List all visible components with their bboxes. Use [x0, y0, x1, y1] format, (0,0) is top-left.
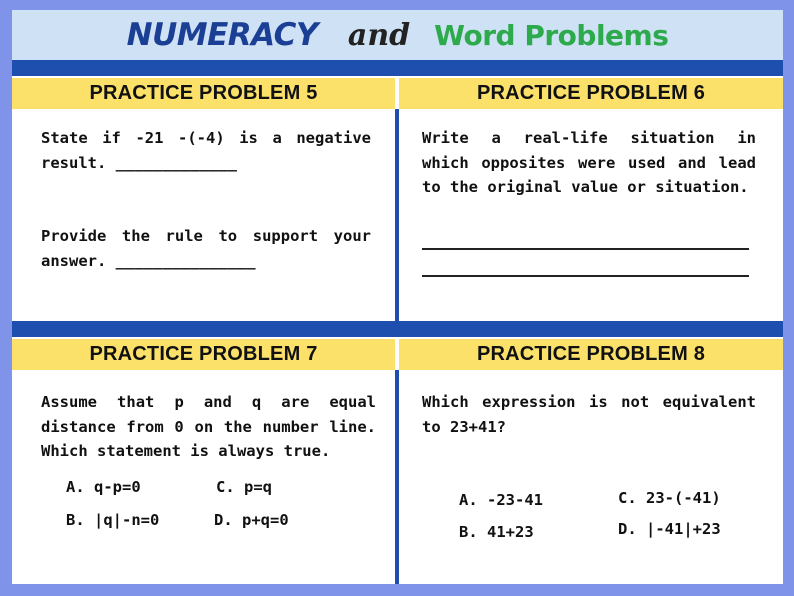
- title-and: and: [347, 17, 411, 53]
- problem-5-body: [41, 126, 371, 273]
- problem-6-question: Write a real-life situation in which opposites were used and lead to the original value or situation.: [422, 129, 756, 196]
- problem-8-option-b: B. 41+23: [459, 523, 534, 541]
- problem-5-heading: PRACTICE PROBLEM 5: [12, 78, 395, 109]
- column-divider-top: [395, 109, 399, 321]
- worksheet-frame: [12, 10, 783, 584]
- problem-8-option-a: A. -23-41: [459, 491, 543, 509]
- problem-8-question: Which expression is not equivalent to 23+41?: [422, 393, 756, 436]
- problem-6-heading: PRACTICE PROBLEM 6: [399, 78, 783, 109]
- problem-7-option-a: A. q-p=0: [66, 478, 141, 496]
- answer-line-2[interactable]: [422, 275, 749, 277]
- problem-8-option-c: C. 23-(-41): [618, 489, 721, 507]
- problem-7-body: [41, 390, 376, 464]
- top-divider-bar: [12, 60, 783, 76]
- problem-7-heading: PRACTICE PROBLEM 7: [12, 339, 395, 370]
- problem-8-body: [422, 390, 756, 439]
- worksheet-header: [12, 10, 783, 60]
- column-divider-bottom: [395, 370, 399, 584]
- problem-5-rule-prompt: Provide the rule to support your answer. _______________: [41, 227, 371, 270]
- middle-divider-bar: [12, 321, 783, 337]
- problem-5-question: State if -21 -(-4) is a negative result. _____________: [41, 129, 371, 172]
- problem-7-option-d: D. p+q=0: [214, 511, 289, 529]
- problem-8-option-d: D. |-41|+23: [618, 520, 721, 538]
- title-numeracy: NUMERACY: [126, 17, 318, 53]
- problem-6-body: [422, 126, 756, 200]
- problem-7-option-b: B. |q|-n=0: [66, 511, 160, 529]
- problem-7-option-c: C. p=q: [216, 478, 272, 496]
- title-word-problems: Word Problems: [434, 18, 669, 52]
- answer-line-1[interactable]: [422, 248, 749, 250]
- problem-8-heading: PRACTICE PROBLEM 8: [399, 339, 783, 370]
- problem-7-question: Assume that p and q are equal distance from 0 on the number line. Which statement is always true.: [41, 393, 376, 460]
